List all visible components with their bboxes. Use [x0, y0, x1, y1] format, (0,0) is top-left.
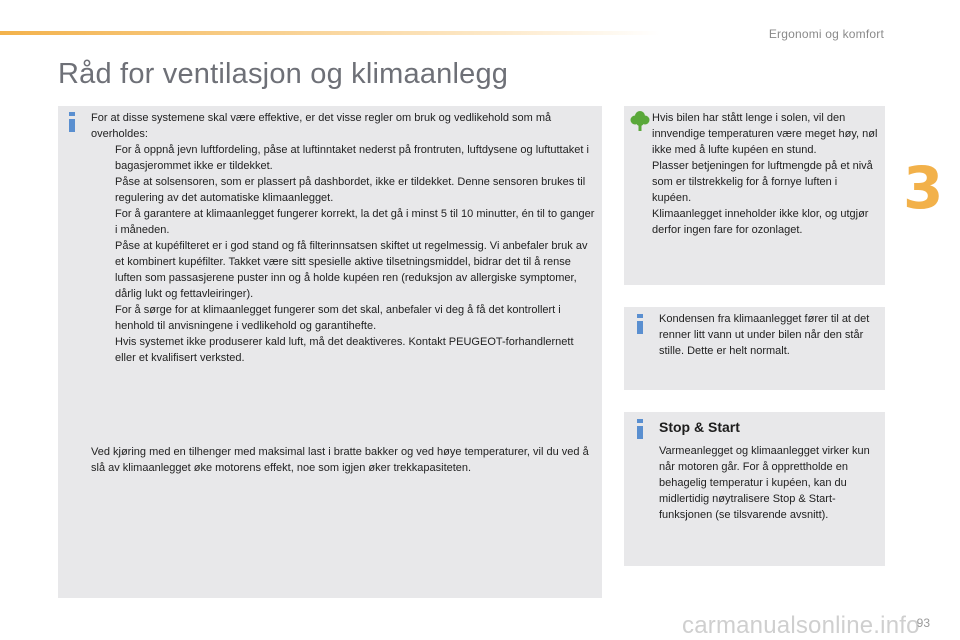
tree-icon — [630, 110, 650, 132]
advice-bullet-list — [91, 142, 595, 366]
advice-bullet-item — [91, 174, 595, 206]
advice-bullet-item — [91, 334, 595, 366]
condensate-text: Kondensen fra klimaanlegget fører til at det renner litt vann ut under bilen når den står stille. Dette er helt normalt. — [659, 313, 870, 357]
bullet-text: For å sørge for at klimaanlegget fungerer som det skal, anbefaler vi deg å få det kontrollert i henhold til anvisningene i vedlikehold og garantihefte. — [115, 304, 561, 332]
bullet-text: For å garantere at klimaanlegget fungerer korrekt, la det gå i minst 5 til 10 minutter, én til to ganger i måneden. — [115, 208, 595, 236]
towing-note: Ved kjøring med en tilhenger med maksimal last i bratte bakker og ved høye temperaturer, vil du ved å slå av klimaanlegget øke motorens effekt, noe som igjen øker trekkapasiteten. — [91, 446, 589, 474]
info-icon — [637, 314, 643, 334]
watermark: carmanualsonline.info — [682, 612, 920, 639]
advice-bullet-item — [91, 238, 595, 302]
bullet-text: Hvis systemet ikke produserer kald luft, må det deaktiveres. Kontakt PEUGEOT-forhandlernett eller et kvalifisert verksted. — [115, 336, 574, 364]
bullet-text: Påse at kupéfilteret er i god stand og få filterinnsatsen skiftet ut regelmessig. Vi anbefaler bruk av et kombinert kupéfilter. Takket være sitt spesielle aktive tilsetningsmiddel, bidrar det til å rense luften som passasjerene puster inn og å holde kupéen ren (reduksjon av allergiske symptomer, dårlig lukt og fettavleiringer). — [115, 240, 588, 300]
stop-start-heading: Stop & Start — [659, 419, 740, 435]
header-accent-bar — [0, 31, 660, 35]
advice-bullet-item — [91, 302, 595, 334]
main-advice-text — [91, 110, 595, 366]
advice-bullet-item — [91, 142, 595, 174]
bullet-text: Påse at solsensoren, som er plassert på dashbordet, ikke er tildekket. Denne sensoren brukes til regulering av det automatiske klimaanlegget. — [115, 176, 586, 204]
stop-start-text: Varmeanlegget og klimaanlegget virker kun når motoren går. For å opprettholde en behagelig temperatur i kupéen, kan du midlertidig nøytralisere Stop & Start-funksjonen (se tilsvarende avsnitt). — [659, 445, 870, 521]
page-title: Råd for ventilasjon og klimaanlegg — [58, 58, 509, 90]
section-title: Ergonomi og komfort — [768, 27, 884, 41]
bullet-text: For å oppnå jevn luftfordeling, påse at luftinntaket nederst på frontruten, luftdysene og luftuttaket i bagasjerommet ikke er tildekket. — [115, 144, 589, 172]
info-icon — [637, 419, 643, 439]
info-icon — [69, 112, 75, 132]
chapter-number: 3 — [903, 154, 944, 222]
advice-bullet-item — [91, 206, 595, 238]
sun-advice-text: Hvis bilen har stått lenge i solen, vil den innvendige temperaturen være meget høy, nøl ikke med å lufte kupéen en stund. Plasser betjeningen for luftmengde på et nivå som er tilstrekkelig for å fornye luften i kupéen. Klimaanlegget inneholder ikke klor, og utgjør derfor ingen fare for ozonlaget. — [652, 112, 878, 236]
page-number: 93 — [916, 616, 930, 630]
intro-paragraph: For at disse systemene skal være effektive, er det visse regler om bruk og vedlikehold som må overholdes: — [91, 112, 552, 140]
